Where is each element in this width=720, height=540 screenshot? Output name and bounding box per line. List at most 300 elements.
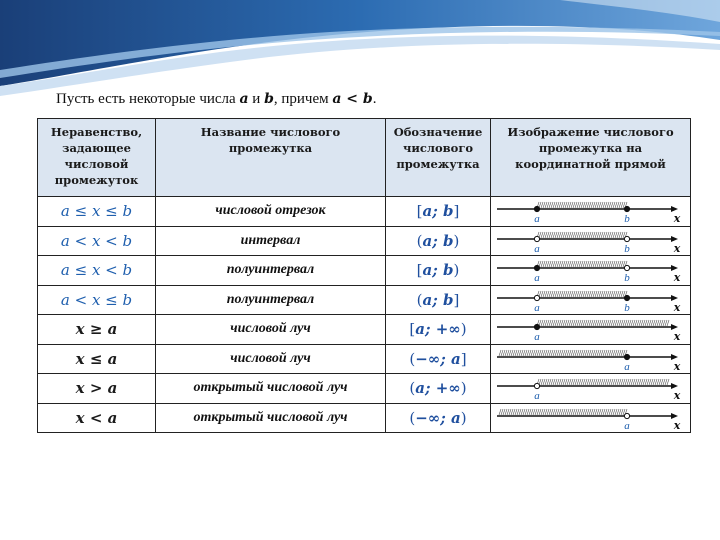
hatch-stroke — [565, 350, 567, 356]
hatch-stroke — [523, 350, 525, 356]
hatch-stroke — [519, 350, 521, 356]
hatch-stroke — [541, 202, 543, 208]
hatch-stroke — [511, 350, 513, 356]
hatch-stroke — [575, 409, 577, 415]
hatch-stroke — [593, 202, 595, 208]
hatch-stroke — [585, 379, 587, 385]
hatch-stroke — [573, 202, 575, 208]
hatch-stroke — [571, 291, 573, 297]
hatch-stroke — [573, 409, 575, 415]
hatch-stroke — [603, 409, 605, 415]
hatch-stroke — [623, 379, 625, 385]
hatch-stroke — [569, 350, 571, 356]
hatch-stroke — [609, 261, 611, 267]
hatch-stroke — [617, 232, 619, 238]
point-b — [624, 207, 629, 212]
hatch-stroke — [627, 320, 629, 326]
hatch-stroke — [585, 261, 587, 267]
hatch-stroke — [571, 379, 573, 385]
hatch-stroke — [587, 350, 589, 356]
hatch-stroke — [613, 291, 615, 297]
hatch-stroke — [581, 409, 583, 415]
hatch-stroke — [587, 261, 589, 267]
hatch-stroke — [593, 350, 595, 356]
hatch-stroke — [551, 350, 553, 356]
hatch-stroke — [585, 202, 587, 208]
hatch-stroke — [605, 379, 607, 385]
hatch-stroke — [663, 320, 665, 326]
axis-label-x: x — [673, 241, 681, 255]
hatch-stroke — [549, 202, 551, 208]
hatch-stroke — [593, 232, 595, 238]
hatch-stroke — [617, 350, 619, 356]
notation-inner: a; b — [422, 231, 454, 250]
hatch-stroke — [565, 409, 567, 415]
hatch-stroke — [565, 379, 567, 385]
label-a: a — [534, 390, 540, 403]
hatch-stroke — [577, 350, 579, 356]
hatch-stroke — [573, 291, 575, 297]
hatch-stroke — [559, 320, 561, 326]
point-a — [534, 207, 539, 212]
hatch-stroke — [583, 202, 585, 208]
hatch-stroke — [549, 350, 551, 356]
hatch-stroke — [511, 409, 513, 415]
interval-name-cell: числовой отрезок — [156, 197, 386, 227]
hatch-stroke — [539, 350, 541, 356]
hatch-stroke — [625, 320, 627, 326]
hatch-stroke — [621, 379, 623, 385]
inequality-cell: a ≤ x < b — [38, 256, 156, 286]
hatch-stroke — [531, 409, 533, 415]
inequality-cell: a ≤ x ≤ b — [38, 197, 156, 227]
hatch-stroke — [597, 291, 599, 297]
hatch-stroke — [587, 320, 589, 326]
axis-label-x: x — [673, 418, 681, 432]
hatch-stroke — [653, 320, 655, 326]
hatch-stroke — [545, 202, 547, 208]
hatch-stroke — [617, 409, 619, 415]
hatch-stroke — [501, 409, 503, 415]
hatch-stroke — [547, 379, 549, 385]
hatch-stroke — [657, 379, 659, 385]
label-a: a — [534, 213, 540, 226]
notation-cell — [386, 374, 491, 404]
hatch-stroke — [599, 261, 601, 267]
notation-cell — [386, 226, 491, 256]
hatch-stroke — [547, 320, 549, 326]
hatch-stroke — [553, 261, 555, 267]
hatch-stroke — [509, 350, 511, 356]
hatch-stroke — [565, 320, 567, 326]
hatch-stroke — [615, 232, 617, 238]
hatch-stroke — [609, 409, 611, 415]
hatch-stroke — [621, 232, 623, 238]
number-line-cell — [491, 256, 691, 286]
hatch-stroke — [563, 232, 565, 238]
hatch-stroke — [659, 320, 661, 326]
label-a: a — [534, 301, 540, 314]
bracket-open: ( — [416, 290, 423, 309]
hatch-stroke — [581, 232, 583, 238]
hatch-stroke — [527, 409, 529, 415]
hatch-stroke — [575, 291, 577, 297]
hatch-stroke — [529, 350, 531, 356]
hatch-stroke — [581, 261, 583, 267]
hatch-stroke — [583, 350, 585, 356]
hatch-stroke — [537, 409, 539, 415]
hatch-stroke — [601, 232, 603, 238]
hatch-stroke — [643, 320, 645, 326]
bracket-open: ( — [416, 231, 423, 250]
hatch-stroke — [543, 232, 545, 238]
notation-cell — [386, 197, 491, 227]
notation-cell — [386, 344, 491, 374]
hatch-stroke — [607, 232, 609, 238]
hatch-stroke — [553, 350, 555, 356]
hatch-stroke — [561, 379, 563, 385]
hatch-stroke — [561, 202, 563, 208]
hatch-stroke — [593, 320, 595, 326]
hatch-stroke — [569, 409, 571, 415]
hatch-stroke — [543, 409, 545, 415]
hatch-stroke — [557, 379, 559, 385]
point-a — [534, 266, 539, 271]
hatch-stroke — [499, 409, 501, 415]
hatch-stroke — [597, 202, 599, 208]
number-line-cell — [491, 285, 691, 315]
hatch-stroke — [549, 320, 551, 326]
hatch-stroke — [603, 291, 605, 297]
hatch-stroke — [565, 232, 567, 238]
hatch-stroke — [557, 261, 559, 267]
notation-cell — [386, 315, 491, 345]
hatch-stroke — [541, 291, 543, 297]
hatch-stroke — [581, 350, 583, 356]
hatch-stroke — [555, 261, 557, 267]
hatch-stroke — [595, 202, 597, 208]
hatch-stroke — [593, 409, 595, 415]
hatch-stroke — [585, 350, 587, 356]
hatch-stroke — [647, 320, 649, 326]
hatch-stroke — [613, 320, 615, 326]
label-a: a — [534, 272, 540, 285]
hatch-stroke — [621, 291, 623, 297]
hatch-stroke — [657, 320, 659, 326]
hatch-stroke — [629, 320, 631, 326]
hatch-stroke — [563, 409, 565, 415]
hatch-stroke — [617, 379, 619, 385]
hatch-stroke — [599, 350, 601, 356]
hatch-stroke — [585, 232, 587, 238]
hatch-stroke — [551, 379, 553, 385]
hatch-stroke — [547, 232, 549, 238]
hatch-stroke — [609, 320, 611, 326]
hatch-stroke — [543, 261, 545, 267]
hatch-stroke — [545, 291, 547, 297]
interval-name-cell: полуинтервал — [156, 256, 386, 286]
hatch-stroke — [541, 350, 543, 356]
hatch-stroke — [615, 291, 617, 297]
number-line — [491, 256, 687, 284]
point-a — [534, 236, 539, 241]
hatch-stroke — [635, 379, 637, 385]
notation-cell — [386, 403, 491, 433]
hatch-stroke — [549, 291, 551, 297]
point-a — [534, 325, 539, 330]
hatch-stroke — [567, 202, 569, 208]
hatch-stroke — [573, 320, 575, 326]
hatch-stroke — [507, 350, 509, 356]
hatch-stroke — [585, 409, 587, 415]
hatch-stroke — [651, 379, 653, 385]
hatch-stroke — [591, 232, 593, 238]
hatch-stroke — [569, 379, 571, 385]
hatch-stroke — [589, 320, 591, 326]
hatch-stroke — [515, 350, 517, 356]
hatch-stroke — [555, 232, 557, 238]
hatch-stroke — [541, 379, 543, 385]
hatch-stroke — [545, 320, 547, 326]
hatch-stroke — [607, 379, 609, 385]
hatch-stroke — [597, 379, 599, 385]
hatch-stroke — [515, 409, 517, 415]
inequality-cell: a < x ≤ b — [38, 285, 156, 315]
point-a — [624, 354, 629, 359]
hatch-stroke — [503, 409, 505, 415]
hatch-stroke — [619, 232, 621, 238]
hatch-stroke — [659, 379, 661, 385]
hatch-stroke — [559, 409, 561, 415]
hatch-stroke — [667, 320, 669, 326]
notation-inner: a; +∞ — [415, 379, 461, 398]
bracket-close: ) — [460, 320, 467, 339]
hatch-stroke — [587, 232, 589, 238]
hatch-stroke — [593, 379, 595, 385]
number-line — [491, 315, 687, 343]
hatch-stroke — [599, 232, 601, 238]
hatch-stroke — [573, 261, 575, 267]
hatch-stroke — [665, 379, 667, 385]
hatch-stroke — [597, 320, 599, 326]
hatch-stroke — [613, 409, 615, 415]
hatch-stroke — [619, 320, 621, 326]
hatch-stroke — [545, 261, 547, 267]
hatch-stroke — [609, 202, 611, 208]
hatch-stroke — [605, 350, 607, 356]
hatch-stroke — [611, 409, 613, 415]
hatch-stroke — [599, 320, 601, 326]
hatch-stroke — [551, 291, 553, 297]
hatch-stroke — [561, 320, 563, 326]
hatch-stroke — [573, 232, 575, 238]
table-row — [38, 256, 691, 286]
bracket-close: ) — [453, 261, 460, 280]
hatch-stroke — [601, 409, 603, 415]
hatch-stroke — [599, 409, 601, 415]
hatch-stroke — [641, 320, 643, 326]
hatch-stroke — [517, 350, 519, 356]
hatch-stroke — [563, 320, 565, 326]
number-line — [491, 404, 687, 432]
hatch-stroke — [559, 350, 561, 356]
hatch-stroke — [601, 320, 603, 326]
hatch-stroke — [605, 409, 607, 415]
hatch-stroke — [579, 291, 581, 297]
hatch-stroke — [591, 291, 593, 297]
hatch-stroke — [559, 202, 561, 208]
hatch-stroke — [547, 350, 549, 356]
hatch-stroke — [619, 409, 621, 415]
hatch-stroke — [571, 202, 573, 208]
hatch-stroke — [651, 320, 653, 326]
label-a: a — [534, 331, 540, 344]
point-a — [534, 384, 539, 389]
hatch-stroke — [607, 409, 609, 415]
number-line-cell — [491, 403, 691, 433]
hatch-stroke — [519, 409, 521, 415]
hatch-stroke — [643, 379, 645, 385]
hatch-stroke — [595, 350, 597, 356]
hatch-stroke — [577, 291, 579, 297]
notation-inner: a; b — [422, 261, 454, 280]
hatch-stroke — [569, 291, 571, 297]
axis-label-x: x — [673, 359, 681, 373]
hatch-stroke — [547, 409, 549, 415]
hatch-stroke — [539, 409, 541, 415]
hatch-stroke — [579, 261, 581, 267]
bracket-close: ] — [453, 290, 460, 309]
hatch-stroke — [571, 320, 573, 326]
hatch-stroke — [569, 202, 571, 208]
hatch-stroke — [555, 409, 557, 415]
hatch-stroke — [553, 409, 555, 415]
hatch-stroke — [571, 350, 573, 356]
hatch-stroke — [567, 261, 569, 267]
hatch-stroke — [611, 232, 613, 238]
hatch-stroke — [609, 350, 611, 356]
hatch-stroke — [509, 409, 511, 415]
hatch-stroke — [605, 202, 607, 208]
hatch-stroke — [613, 261, 615, 267]
hatch-stroke — [603, 350, 605, 356]
hatch-stroke — [621, 261, 623, 267]
hatch-stroke — [617, 261, 619, 267]
hatch-stroke — [513, 350, 515, 356]
bracket-open: [ — [409, 320, 416, 339]
hatch-stroke — [579, 232, 581, 238]
hatch-stroke — [505, 409, 507, 415]
label-b: b — [624, 242, 630, 255]
hatch-stroke — [507, 409, 509, 415]
hatch-stroke — [649, 379, 651, 385]
hatch-stroke — [541, 409, 543, 415]
hatch-stroke — [549, 379, 551, 385]
hatch-stroke — [533, 409, 535, 415]
hatch-stroke — [597, 409, 599, 415]
hatch-stroke — [569, 261, 571, 267]
header-notation: Обозначение числового промежутка — [386, 119, 491, 197]
hatch-stroke — [551, 409, 553, 415]
hatch-stroke — [593, 291, 595, 297]
hatch-stroke — [573, 350, 575, 356]
bracket-open: [ — [416, 261, 423, 280]
number-line-cell — [491, 315, 691, 345]
hatch-stroke — [579, 202, 581, 208]
hatch-stroke — [557, 409, 559, 415]
hatch-stroke — [629, 379, 631, 385]
hatch-stroke — [567, 409, 569, 415]
hatch-stroke — [565, 202, 567, 208]
hatch-stroke — [609, 232, 611, 238]
hatch-stroke — [661, 320, 663, 326]
notation-cell — [386, 256, 491, 286]
hatch-stroke — [633, 320, 635, 326]
hatch-stroke — [579, 320, 581, 326]
hatch-stroke — [603, 320, 605, 326]
header-number-line: Изображение числового промежутка на координатной прямой — [491, 119, 691, 197]
hatch-stroke — [595, 261, 597, 267]
hatch-stroke — [595, 291, 597, 297]
hatch-stroke — [613, 202, 615, 208]
hatch-stroke — [543, 320, 545, 326]
hatch-stroke — [567, 350, 569, 356]
hatch-stroke — [587, 202, 589, 208]
hatch-stroke — [597, 232, 599, 238]
hatch-stroke — [637, 379, 639, 385]
hatch-stroke — [599, 202, 601, 208]
hatch-stroke — [589, 379, 591, 385]
hatch-stroke — [639, 320, 641, 326]
hatch-stroke — [567, 320, 569, 326]
hatch-stroke — [593, 261, 595, 267]
interval-name-cell: открытый числовой луч — [156, 374, 386, 404]
number-line — [491, 374, 687, 402]
hatch-stroke — [605, 320, 607, 326]
hatch-stroke — [583, 291, 585, 297]
hatch-stroke — [561, 291, 563, 297]
hatch-stroke — [513, 409, 515, 415]
hatch-stroke — [541, 261, 543, 267]
hatch-stroke — [583, 379, 585, 385]
hatch-stroke — [613, 232, 615, 238]
bracket-open: [ — [416, 202, 423, 221]
point-a — [534, 295, 539, 300]
hatch-stroke — [615, 379, 617, 385]
hatch-stroke — [551, 261, 553, 267]
hatch-stroke — [607, 261, 609, 267]
intro-sentence: Пусть есть некоторые числа a и b, причем a < b. — [56, 91, 377, 107]
hatch-stroke — [581, 202, 583, 208]
hatch-stroke — [555, 291, 557, 297]
label-b: b — [624, 272, 630, 285]
hatch-stroke — [527, 350, 529, 356]
hatch-stroke — [543, 291, 545, 297]
hatch-stroke — [499, 350, 501, 356]
hatch-stroke — [531, 350, 533, 356]
hatch-stroke — [563, 379, 565, 385]
number-line-cell — [491, 374, 691, 404]
hatch-stroke — [595, 379, 597, 385]
hatch-stroke — [607, 291, 609, 297]
hatch-stroke — [523, 409, 525, 415]
hatch-stroke — [557, 202, 559, 208]
hatch-stroke — [641, 379, 643, 385]
hatch-stroke — [587, 379, 589, 385]
hatch-stroke — [545, 409, 547, 415]
hatch-stroke — [591, 320, 593, 326]
hatch-stroke — [547, 202, 549, 208]
